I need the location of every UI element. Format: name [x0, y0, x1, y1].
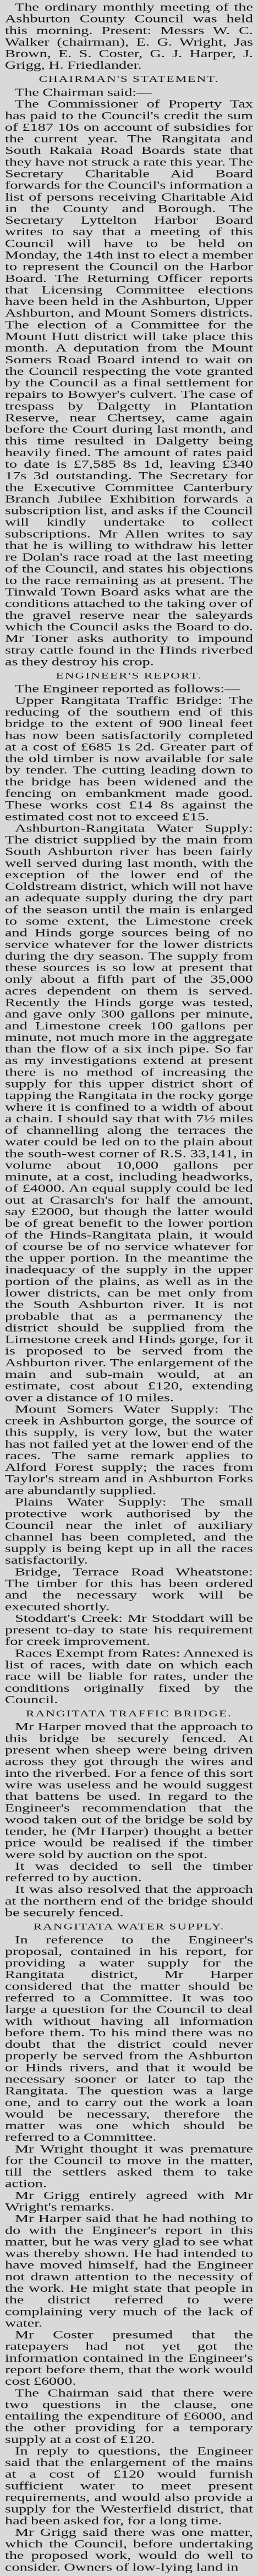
- engineer-report-paragraph: Races Exempt from Rates: Annexed is list of races, with date on which each race will be liable for rates, under the conditions originally fixed by the Council.: [5, 1648, 253, 1707]
- engineer-report-heading: ENGINEER'S REPORT.: [56, 671, 202, 681]
- water-supply-heading: RANGITATA WATER SUPPLY.: [33, 1922, 225, 1932]
- water-supply-paragraph: Mr Grigg entirely agreed with Mr Wright's remarks.: [5, 2190, 253, 2214]
- water-supply-paragraph: Mr Coster presumed that the ratepayers had not yet got the information contained in the Engineer's report before them, that the work would cost £6000.: [5, 2330, 253, 2388]
- engineer-report-paragraph: Ashburton-Rangitata Water Supply: The district supplied by the main from South Ashburton river has been fairly well served during last month, with the exception of the lower end of the Coldstream district, which will not have an adequate supply during the dry part of the season until the main is enlarged to some extent, the Limestone creek and Hinds gorge sources being of no service whatever for the lower districts during the dry season. The supply from these sources is so low at present that only about a fifth part of the 35,000 acres dependent on them is served. Recently the Hinds gorge was tested, and gave only 300 gallons per minute, and Limestone creek 100 gallons per minute, not much more in the aggregate than the flow of a six inch pipe. So far as my investigations extend at present there is no method of increasing the supply for this upper district short of tapping the Rangitata in the rocky gorge where it is confined to a width of about a chain. I should say that with 7½ miles of channelling along the terraces the water could be led on to the plain about the south-west corner of R.S. 33,141, in volume about 10,000 gallons per minute, at a cost, including headworks, of £4000. An equal supply could be led out at Crasarch's for half the amount, say £2000, but though the latter would be of great benefit to the lower portion of the Hinds-Rangitata plain, it would of course be of no service whatever for the upper portion. In the meantime the inadequacy of the supply in the upper portion of the plains, as well as in the lower districts, can be met only from the South Ashburton river. It is not probable that as a permanency the district should be supplied from the Limestone creek and Hinds gorge, for it is proposed to be served from the Ashburton river. The enlargement of the main and sub-main would, at an estimate, cost about £120, extending over a distance of 10 miles.: [5, 823, 253, 1404]
- intro-paragraph: The ordinary monthly meeting of the Ashburton County Council was held this morning. Present: Messrs W. C. Walker (chairman), E. G. Wright, Jas Brown, E. S. Coster, G. J. Harper, J. Grigg, H. Friedlander.: [5, 2, 253, 72]
- water-supply-paragraph: In reference to the Engineer's proposal, contained in his report, for providing a water supply for the Rangitata district, Mr Harper considered that the matter should be referred to a Committee. It was too large a question for the Council to deal with without having all information before them. To his mind there was no doubt that the district could never properly be served from the Ashburton or Hinds rivers, and that it would be necessary sooner or later to tap the Rangitata. The question was a large one, and to carry out the work a loan would be necessary, therefore the matter was one which should be referred to a Committee.: [5, 1935, 253, 2144]
- water-supply-paragraph: The Chairman said that there were two questions in the clause, one entailing the expenditure of £6000, and the other providing for a temporary supply at a cost of £120.: [5, 2387, 253, 2446]
- engineer-report-paragraph: Bridge, Terrace Road Wheatstone: The timber for this has been ordered and the necessary work will be executed shortly.: [5, 1566, 253, 1614]
- chairman-statement-paragraph: The Commissioner of Property Tax has paid to the Council's credit the sum of £187 10s on account of subsidies for the current year. The Rangitata and South Rakaia Road Boards state that they have not struck a rate this year. The Secretary Charitable Aid Board forwards for the Council's information a list of persons receiving Charitable Aid in the County and Borough. The Secretary Lyttelton Harbor Board writes to say that a meeting of this Council will have to be held on Monday, the 14th inst to elect a member to represent the Council on the Harbor Board. The Returning Officer reports that Licensing Committee elections have been held in the Ashburton, Upper Ashburton, and Mount Somers districts. The election of a Committee for the Mount Hutt district will take place this month. A deputation from the Mount Somers Road Board intend to wait on the Council respecting the vote granted by the Council as a final settlement for repairs to Bowyer's culvert. The case of trespass by Dalgetty in Plantation Reserve, near Chertsey, came again before the Court during last month, and this time resulted in Dalgetty being heavily fined. The amount of rates paid to date is £7,585 8s 1d, leaving £340 17s 3d outstanding. The Secretary for the Executive Committee Canterbury Branch Jubilee Exhibition forwards a subscription list, and asks if the Council will kindly undertake to collect subscriptions. Mr Allen writes to say that he is willing to withdraw his letter re Dolan's race road at the last meeting of the Council, and states his objections to the race remaining as at present. The Tinwald Town Board asks what are the conditions attached to the taking over of the gravel reserve near the saleyards which the Council asks the Board to do. Mr Toner asks authority to impound stray cattle found in the Hinds riverbed as they destroy his crop.: [5, 99, 253, 669]
- water-supply-paragraph: Mr Harper said that he had nothing to do with the Engineer's report in this matter, but he was very glad to see what was thereby shown. He had intended to have moved himself, had the Engineer not drawn attention to the necessity of the work. He might state that people in the district referred to were complaining very much of the lack of water.: [5, 2213, 253, 2330]
- water-supply-paragraph: Mr Wright thought it was premature for the Council to move in the matter, till the settlers asked them to take action.: [5, 2143, 253, 2191]
- news-article: [5, 2, 253, 2574]
- engineer-report-paragraph: Mount Somers Water Supply: The creek in Ashburton gorge, the source of this supply, is very low, but the water has not failed yet at the lower end of the races. The same remark applies to Alford Forest supply; the races from Taylor's stream and in Ashburton Forks are abundantly supplied.: [5, 1404, 253, 1498]
- water-supply-paragraph: In reply to questions, the Engineer said that the enlargement of the mains at a cost of £120 would furnish sufficient water to meet present requirements, and would also provide a supply for the Westerfield district, that had been asked for, for a long time.: [5, 2446, 253, 2528]
- water-supply-paragraph: Mr Grigg said there was one matter, which the Council, before undertaking the proposed work, would do well to consider. Owners of low-lying land in: [5, 2527, 253, 2574]
- traffic-bridge-paragraph: Mr Harper moved that the approach to this bridge be securely fenced. At present when sheep were being driven across they got through the wires and into the riverbed. For a fence of this sort wire was useless and he would suggest that battens be used. In regard to the Engineer's recommendation that the wood taken out of the bridge be sold by tender, he (Mr Harper) thought a better price would be realised if the timber were sold by auction on the spot.: [5, 1721, 253, 1862]
- engineer-report-paragraph: Stoddart's Creek: Mr Stoddart will be present to-day to state his requirement for creek improvement.: [5, 1613, 253, 1648]
- engineer-report-paragraph: Plains Water Supply: The small protective work authorised by the Council near the inlet of auxiliary channel has been completed, and the supply is being kept up in all the races satisfactorily.: [5, 1497, 253, 1567]
- chairman-statement-paragraph: The Chairman said:—: [15, 87, 152, 99]
- chairman-statement-heading: CHAIRMAN'S STATEMENT.: [39, 75, 219, 85]
- engineer-report-paragraph: The Engineer reported as follows:—: [15, 684, 240, 696]
- traffic-bridge-paragraph: It was decided to sell the timber referred to by auction.: [5, 1861, 253, 1885]
- traffic-bridge-paragraph: It was also resolved that the approach at the northern end of the bridge should be securely fenced.: [5, 1884, 253, 1920]
- engineer-report-paragraph: Upper Rangitata Traffic Bridge: The reducing of the southern end of this bridge to the extent of 900 lineal feet has now been satisfactorily completed at a cost of £685 1s 2d. Greater part of the old timber is now available for sale by tender. The cutting leading down to the bridge has been widened and the fencing on embankment made good. These works cost £14 8s against the estimated cost not to exceed £15.: [5, 695, 253, 823]
- traffic-bridge-heading: RANGITATA TRAFFIC BRIDGE.: [26, 1709, 232, 1719]
